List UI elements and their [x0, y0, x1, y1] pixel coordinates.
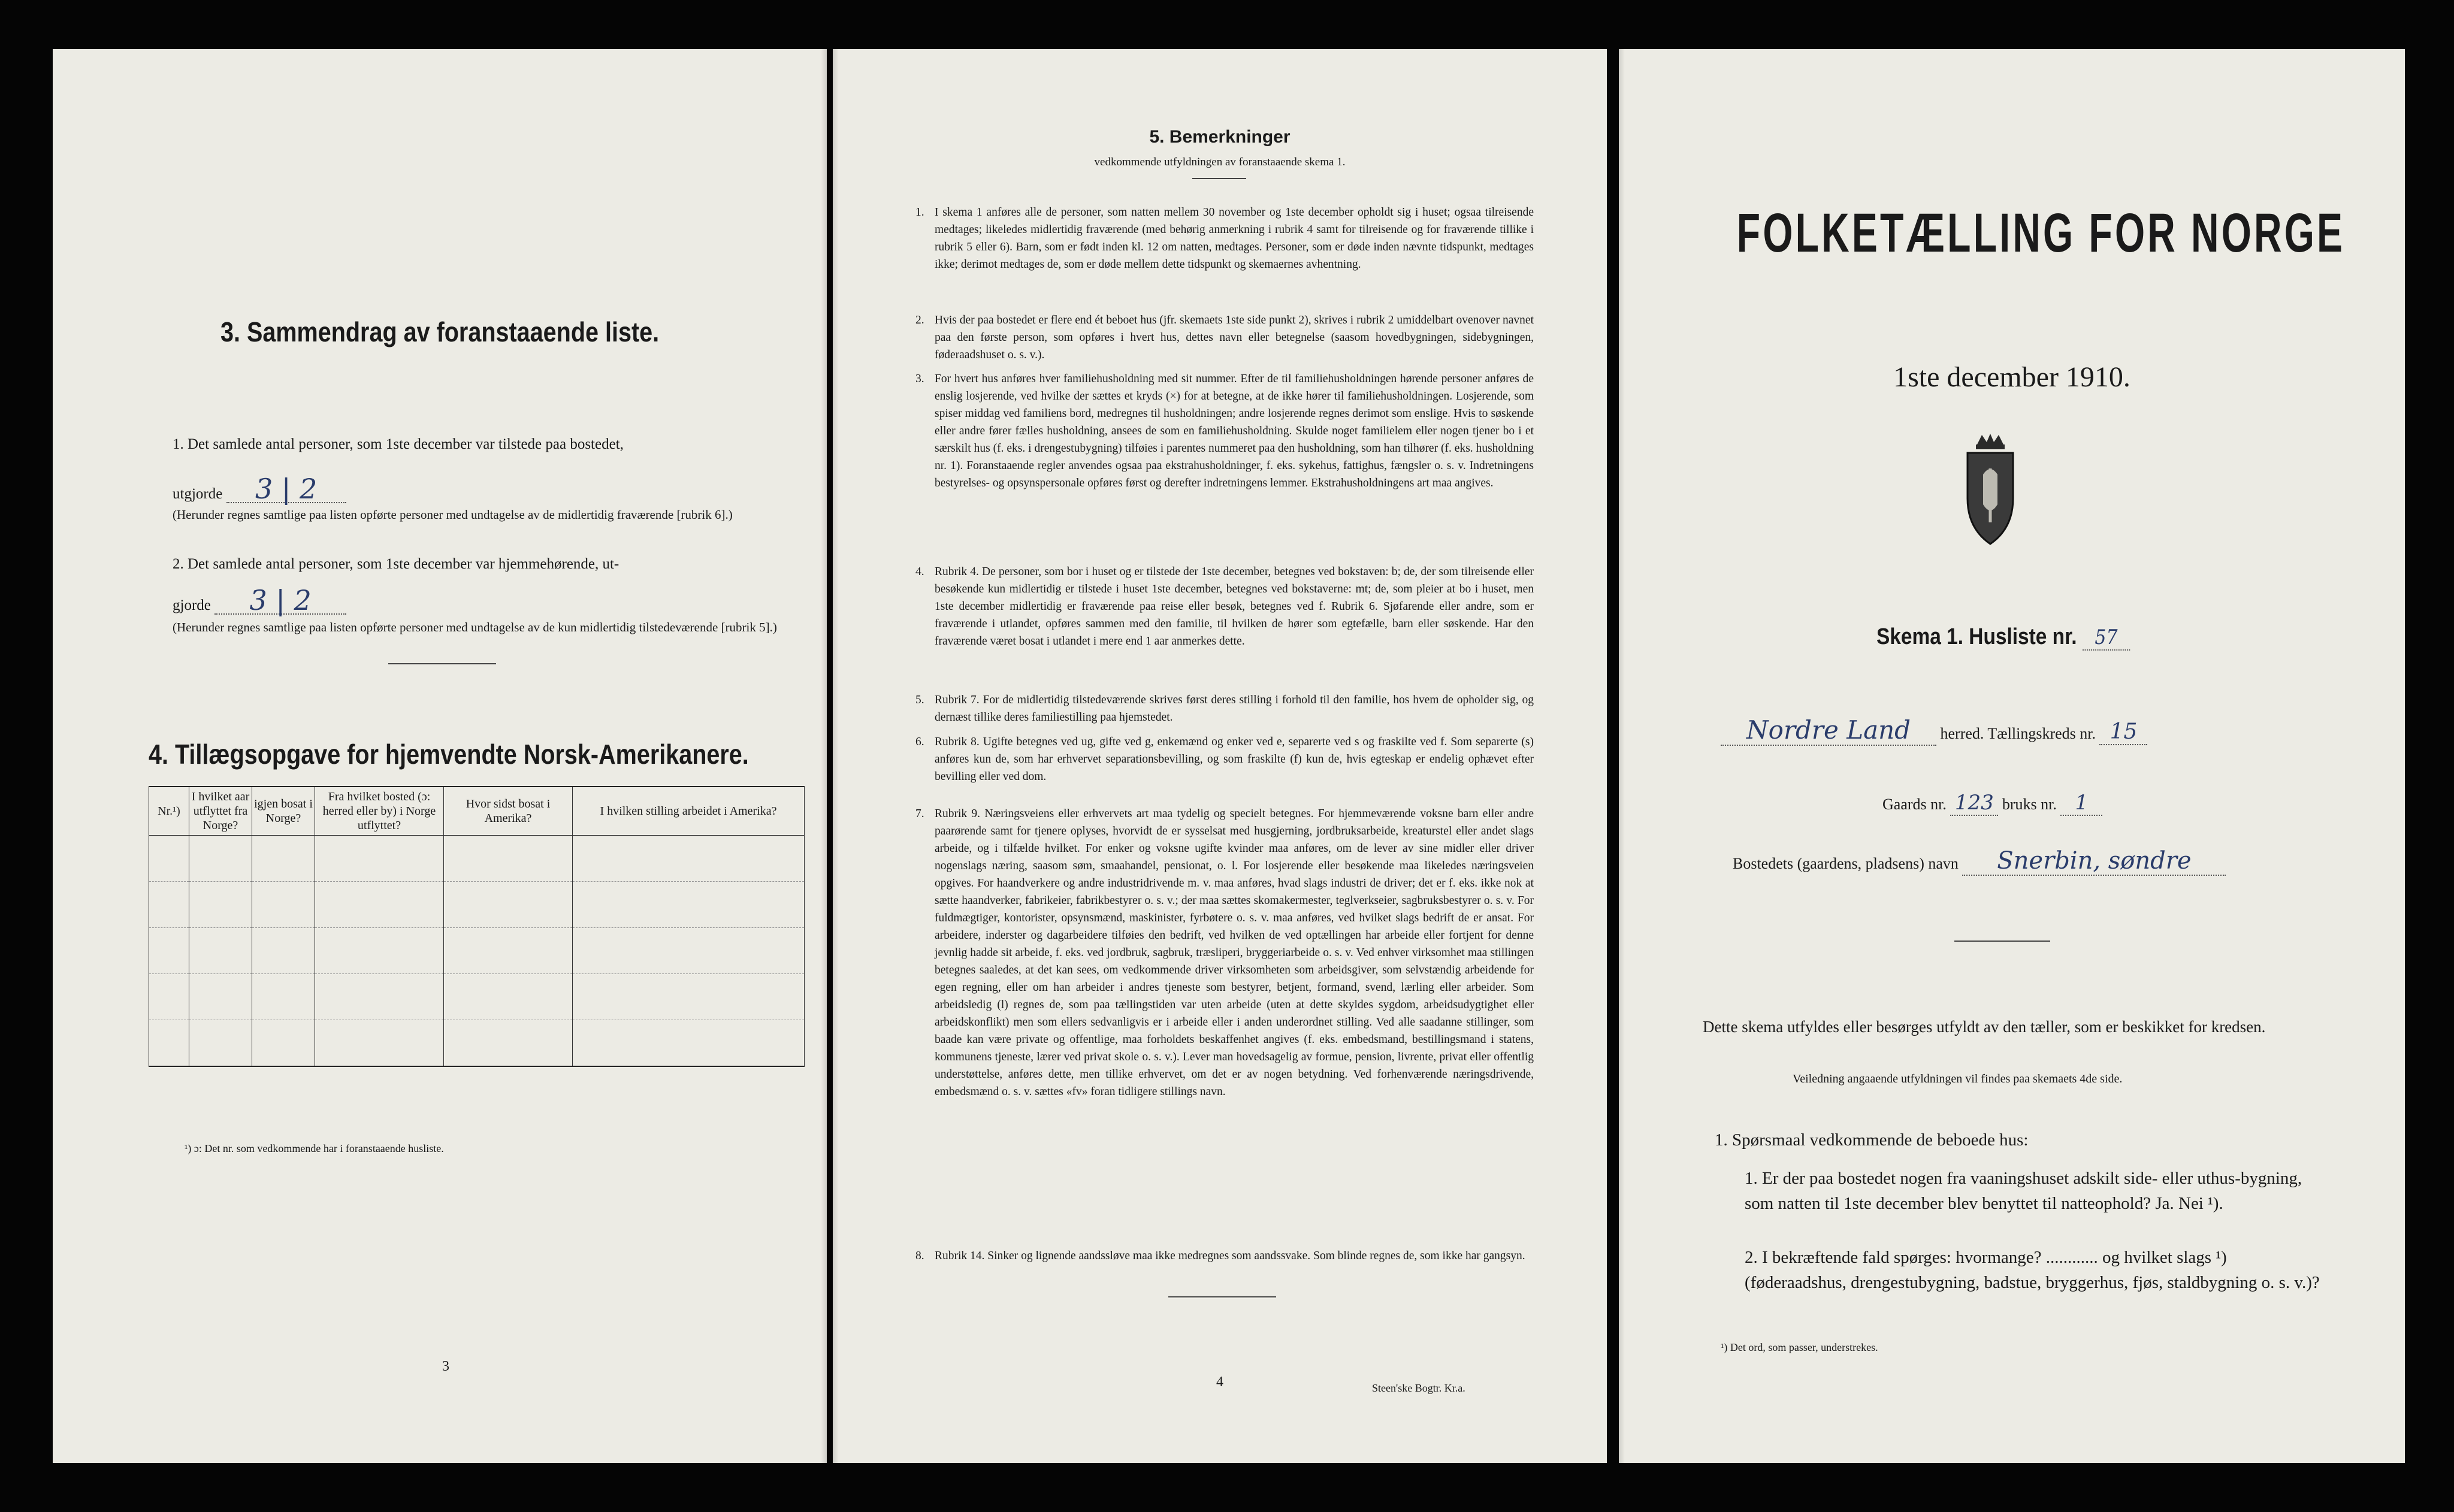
sec3-item2-note: (Herunder regnes samtlige paa listen opførte personer med undtagelse av de kun midlertidig tilstedeværende [rubrik 5].): [173, 620, 777, 634]
gaards-line: [1882, 791, 2102, 816]
gaards-label: Gaards nr.: [1882, 796, 1947, 813]
table-row: [149, 836, 805, 882]
remark-8: 8. Rubrik 14. Sinker og lignende aandssløve maa ikke medregnes som aandssvake. Som blinde regnes de, som ikke har gangsyn.: [915, 1250, 1525, 1262]
question-1: 1. Er der paa bostedet nogen fra vaaningshuset adskilt side- eller uthus-bygning, som natten til 1ste december blev benyttet til natteophold? Ja. Nei ¹).: [1745, 1169, 2302, 1213]
page-fold: [1619, 49, 1625, 1463]
page-number: 4: [1216, 1374, 1223, 1390]
middle-page: [833, 49, 1607, 1463]
bruks-nr: 1: [2060, 791, 2102, 816]
sec3-item1-row: [173, 473, 346, 505]
kreds-nr: 15: [2099, 719, 2147, 745]
remark-7: 7. Rubrik 9. Næringsveiens eller erhvervets art maa tydelig og specielt betegnes. For hjemmeværende voksne barn eller andre paarørende samt for tjenere oplyses, hvorvidt de er sysselsat med husgjerning, jordbruksarbeide, kreaturstel eller andet slags arbeide, og i tilfælde hvilket. For enker og voksne ugifte kvinder maa anføres, om de lever av sine midler eller driver nogenslags næring, saasom søm, smaahandel, pensionat, o. l. For losjerende eller besøkende maa likeledes næringsveien opgives. For haandverkere og andre industridrivende m. v. maa anføres, hvad slags industri de driver; det er f. eks. ikke nok at sætte haandverker, fabrikeier, fabrikbestyrer o. s. v.; der maa sættes skomakermester, teglverkseier, sagbruksbestyrer o. s. v. For fuldmægtiger, kontorister, opsynsmænd, maskinister, fyrbøtere o. s. v. maa anføres, ved hvilket slags bedrift de er ansat. For arbeidere, inderster og dagarbeidere tilføies den bedrift, ved hvilken de ved optællingen har arbeide eller fortjent for denne jevnlig hadde sit arbeide, f. eks. ved jordbruk, sagbruk, træsliperi, bryggeriarbeide o. s. v. Ved enhver virksomhet maa stillingen betegnes saaledes, at det kan sees, om vedkommende driver virksomheten som arbeidsgiver, som selvstændig arbeidende for egen regning, eller om han arbeider i andres tjeneste som bestyrer, betjent, formand, svend, lærling eller arbeider. Som arbeidsledig (l) regnes de, som paa tællingstiden var uten arbeide (uten at dette skyldes sygdom, arbeidsudygtighet eller arbeidskonflikt) men som ellers sedvanligvis er i arbeide eller i anden underordnet stilling. Ved alle saadanne stillinger, som baade kan være private og offentlige, maa forholdets beskaffenhet angives (f. eks. embedsmand, bestillingsmand i statens, kommunens tjeneste, lærer ved privat skole o. s. v.). Lever man hovedsagelig av formue, pension, livrente, privat eller offentlig understøttelse, anføres dette, men tillike erhvervet, om det er av nogen betydning. Ved forhenværende næringsdrivende, embedsmænd o. s. v. sættes «fv» foran tidligere stillings navn.: [915, 808, 1534, 1098]
col-stilling: I hvilken stilling arbeidet i Amerika?: [573, 787, 805, 836]
herred-line: [1721, 715, 2147, 746]
remark-1: 1. I skema 1 anføres alle de personer, som natten mellem 30 november og 1ste december opholdt sig i huset; ogsaa tilreisende medtages; likeledes midlertidig fraværende (med behørig anmerkning i rubrik 4 samt for tilreisende og for fraværende tillike i rubrik 5 eller 6). Barn, som er født inden kl. 12 om natten, medtages. Personer, som er døde inden nævnte tidspunkt, medtages ikke; derimot medtages de, som er døde mellem dette tidspunkt og skemaernes avhentning.: [915, 206, 1534, 271]
divider: [1192, 178, 1246, 179]
sec3-item2-value: 3 | 2: [214, 587, 346, 615]
right-footnote: ¹) Det ord, som passer, understrekes.: [1721, 1341, 1878, 1353]
table-row: [149, 974, 805, 1020]
norsk-amerikanere-table: [149, 786, 805, 1067]
col-utflyttet: I hvilket aar utflyttet fra Norge?: [189, 787, 252, 836]
intro-text: Dette skema utfyldes eller besørges utfyldt av den tæller, som er beskikket for kredsen.: [1703, 1018, 2266, 1036]
husliste-nr: 57: [2083, 625, 2130, 651]
remark-2: 2. Hvis der paa bostedet er flere end ét beboet hus (jfr. skemaets 1ste side punkt 2), skrives i rubrik 2 umiddelbart ovenover navnet paa den første person, som opføres i hvert hus, dettes navn eller betegnelse (saasom hovedbygningen, sidebygningen, føderaadshuset o. s. v.).: [915, 314, 1534, 361]
section-3-title: 3. Sammendrag av foranstaaende liste.: [220, 316, 660, 347]
ornament-divider: [1954, 941, 2050, 942]
bosted-value: Snerbin, søndre: [1962, 847, 2226, 876]
questions-heading: 1. Spørsmaal vedkommende de beboede hus:: [1715, 1130, 2029, 1150]
table-header-row: [149, 787, 805, 836]
remark-3: 3. For hvert hus anføres hver familiehusholdning med sit nummer. Efter de til familiehusholdningen hørende personer anføres de enslig losjerende, ved hvilke der sættes et kryds (×) for at betegne, at de ikke hører til familiehusholdningen. Losjerende, som spiser middag ved familiens bord, medregnes til husholdningen; andre losjerende regnes derimot som enslige. Hvis to søskende eller andre fører fælles husholdning, ansees de som en familiehusholdning. Skulde noget familielem eller nogen tjener bo i et særskilt hus (f. eks. i drengestubygning) tilføies i parentes nummeret paa den husholdning, som han tilhører (f. eks. husholdning nr. 1). Foranstaaende regler anvendes ogsaa paa ekstrahusholdninger, f. eks. sykehus, fattighus, fængsler o. s. v. Indretningens bestyrelses- og opsynspersonale opføres først og derefter indretningens lemmer. Ekstrahusholdningens art maa angives.: [915, 373, 1534, 489]
gaards-nr: 123: [1950, 791, 1998, 816]
sec3-item1-label: utgjorde: [173, 486, 223, 502]
remark-6: 6. Rubrik 8. Ugifte betegnes ved ug, gifte ved g, enkemænd og enker ved e, separerte ved s og fraskilte ved f. Som separerte (s) anføres kun de, som har erhvervet separationsbevilling, og som fraskilte (f) kun de, hvis egteskap er endelig ophævet efter bevilling eller ved dom.: [915, 736, 1534, 783]
question-2: 2. I bekræftende fald spørges: hvormange? ............ og hvilket slags ¹) (føderaadshus, drengestubygning, badstue, bryggerhus, fjøs, staldbygning o. s. v.)?: [1745, 1248, 2320, 1292]
page-fold: [833, 49, 839, 1463]
printer-mark: Steen'ske Bogtr. Kr.a.: [1372, 1382, 1465, 1394]
left-page: [53, 49, 827, 1463]
page-fold: [821, 49, 827, 1463]
skema-line: [1876, 624, 2130, 651]
sec3-item1-note: (Herunder regnes samtlige paa listen opførte personer med undtagelse av de midlertidig fraværende [rubrik 6].): [173, 507, 733, 522]
herred-label: herred. Tællingskreds nr.: [1940, 725, 2096, 742]
sec3-item1-value: 3 | 2: [226, 476, 346, 503]
sec3-item2-label: gjorde: [173, 597, 211, 613]
sec4-footnote: ¹) ɔ: Det nr. som vedkommende har i foranstaaende husliste.: [185, 1142, 444, 1154]
bruks-label: bruks nr.: [2002, 796, 2057, 813]
section-5-subtitle: vedkommende utfyldningen av foranstaaende skema 1.: [1094, 156, 1346, 168]
col-nr: Nr.¹): [149, 787, 189, 836]
sec3-item2-row: [173, 584, 346, 616]
table-row: [149, 928, 805, 974]
divider: [388, 663, 496, 664]
document-title: FOLKETÆLLING FOR NORGE: [1736, 202, 2346, 264]
right-page: [1619, 49, 2405, 1463]
bosted-line: [1733, 847, 2226, 876]
col-igjen-bosat: igjen bosat i Norge?: [252, 787, 315, 836]
remark-4: 4. Rubrik 4. De personer, som bor i huset og er tilstede der 1ste december, betegnes ved bokstaven: b; de, der som tilreisende eller besøkende kun midlertidig er tilstede i huset 1ste december, betegnes ved bokstaverne: mt; de, som pleier at bo i huset, men 1ste december midlertidig er fraværende paa reise eller besøk, betegnes ved f. Rubrik 6. Sjøfarende eller andre, som er fraværende i utlandet, opføres sammen med den familie, til hvilken de hører som egtefælle, barn eller søskende. Har den fraværende været bosat i utlandet i mere end 1 aar anmerkes dette.: [915, 566, 1534, 648]
col-sidst-bosat: Hvor sidst bosat i Amerika?: [444, 787, 573, 836]
section-4-title: 4. Tillægsopgave for hjemvendte Norsk-Amerikanere.: [149, 739, 749, 770]
table-row: [149, 1020, 805, 1067]
bosted-label: Bostedets (gaardens, pladsens) navn: [1733, 855, 1959, 872]
section-5-title: 5. Bemerkninger: [1149, 127, 1291, 147]
sec3-item1-text: 1. Det samlede antal personer, som 1ste december var tilstede paa bostedet,: [173, 436, 624, 452]
guide-text: Veiledning angaaende utfyldningen vil findes paa skemaets 4de side.: [1793, 1072, 2123, 1085]
table-row: [149, 882, 805, 928]
census-date: 1ste december 1910.: [1893, 361, 2130, 393]
divider: [1168, 1296, 1276, 1298]
herred-value: Nordre Land: [1721, 715, 1936, 746]
col-fra-bosted: Fra hvilket bosted (ɔ: herred eller by) i Norge utflyttet?: [315, 787, 444, 836]
page-number: 3: [442, 1359, 449, 1374]
sec3-item2-text: 2. Det samlede antal personer, som 1ste december var hjemmehørende, ut-: [173, 556, 619, 572]
skema-label: Skema 1. Husliste nr.: [1876, 624, 2077, 649]
norway-coat-of-arms-icon: [1960, 433, 2020, 546]
remark-5: 5. Rubrik 7. For de midlertidig tilstedeværende skrives først deres stilling i forhold til den familie, hos hvem de opholder sig, og dernæst tillike deres familiestilling paa hjemstedet.: [915, 694, 1534, 724]
